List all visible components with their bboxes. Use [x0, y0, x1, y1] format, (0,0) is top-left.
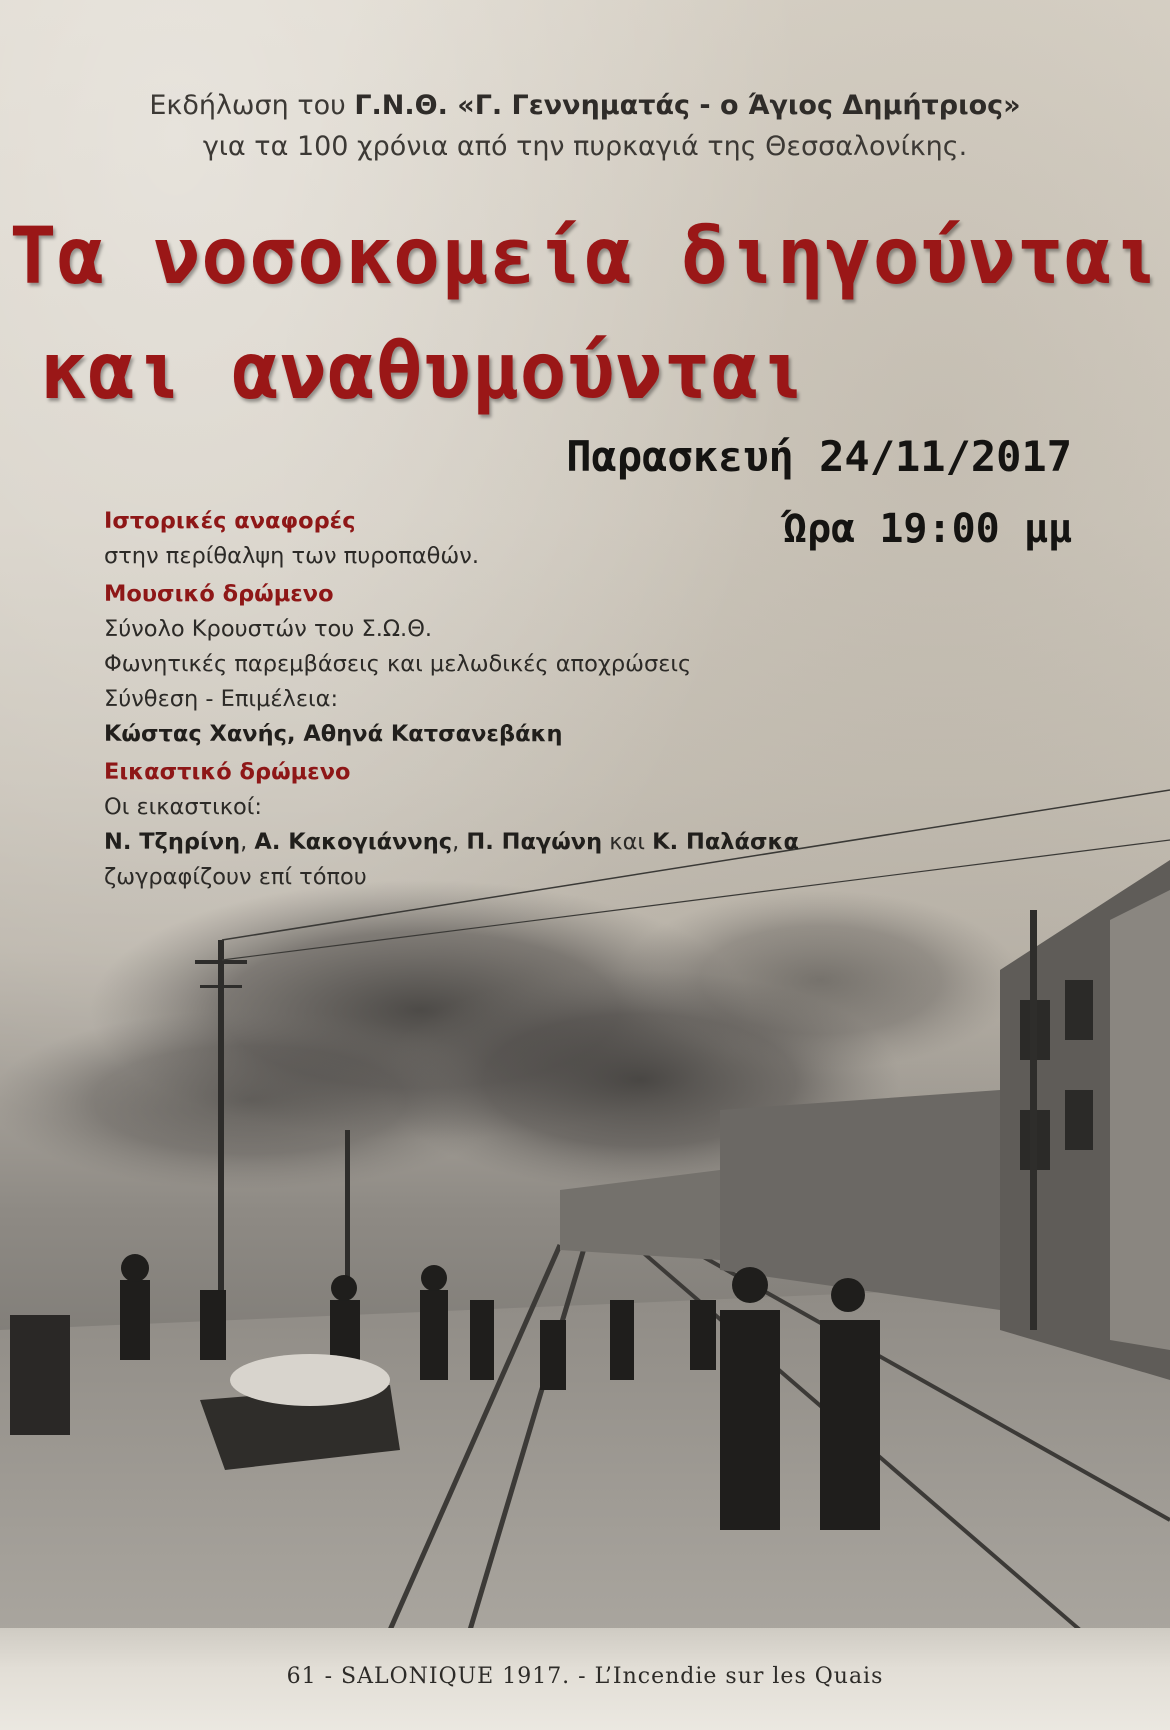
artist-and: και	[602, 829, 653, 855]
intro-prefix: Εκδήλωση του	[149, 90, 355, 121]
music-line-1: Σύνολο Κρουστών του Σ.Ω.Θ.	[104, 616, 433, 642]
artist-4: Κ. Παλάσκα	[652, 829, 799, 855]
artist-3: Π. Παγώνη	[466, 829, 603, 855]
historical-heading: Ιστορικές αναφορές	[104, 508, 356, 534]
artist-2: Α. Κακογιάννης	[254, 829, 453, 855]
music-line-2: Φωνητικές παρεμβάσεις και μελωδικές αποχρώσεις	[104, 651, 692, 677]
art-artists	[104, 829, 804, 855]
event-time: Ώρα 19:00 μμ	[783, 506, 1072, 552]
poster-title-line-1: Τα νοσοκομεία διηγούνται	[9, 212, 1161, 302]
photo-caption: 61 - SALONIQUE 1917. - L’Incendie sur les Quais	[286, 1664, 884, 1689]
music-names: Κώστας Χανής, Αθηνά Κατσανεβάκη	[104, 721, 563, 747]
art-line-1: Οι εικαστικοί:	[104, 794, 262, 820]
intro-line-1	[0, 86, 1170, 127]
music-heading: Μουσικό δρώμενο	[104, 581, 334, 607]
event-program	[104, 508, 804, 890]
poster-title-line-2: και αναθυμούνται	[40, 327, 808, 417]
event-intro	[0, 86, 1170, 167]
music-line-3: Σύνθεση - Επιμέλεια:	[104, 686, 339, 712]
artist-sep-1: ,	[240, 829, 255, 855]
event-date: Παρασκευή 24/11/2017	[566, 432, 1072, 481]
artist-1: Ν. Τζηρίνη	[104, 829, 241, 855]
artist-sep-2: ,	[452, 829, 467, 855]
art-heading: Εικαστικό δρώμενο	[104, 759, 351, 785]
art-line-3: ζωγραφίζουν επί τόπου	[104, 864, 367, 890]
intro-line-2: για τα 100 χρόνια από την πυρκαγιά της Θεσσαλονίκης.	[202, 130, 968, 162]
historical-text: στην περίθαλψη των πυροπαθών.	[104, 543, 479, 569]
hospital-name: Γ.Ν.Θ. «Γ. Γεννηματάς - ο Άγιος Δημήτριος»	[354, 90, 1021, 121]
